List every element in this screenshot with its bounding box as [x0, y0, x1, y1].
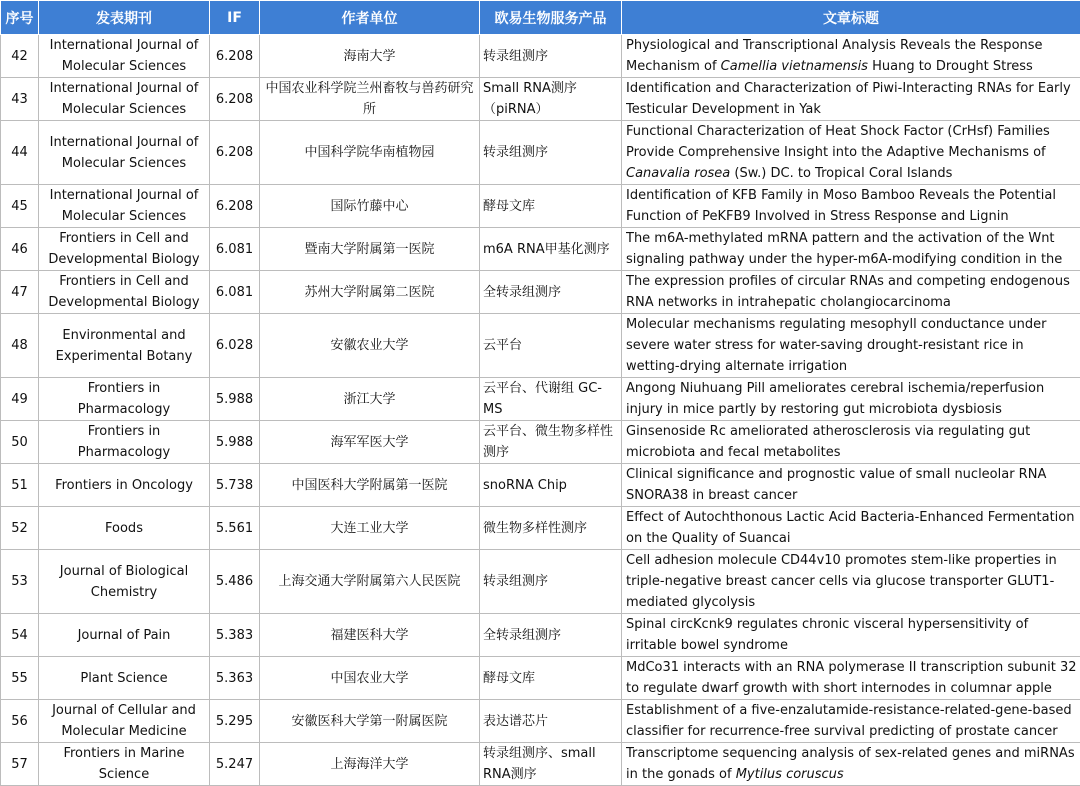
cell-if: 5.363	[210, 657, 260, 700]
article-title-text	[626, 743, 1078, 785]
title-segment: Identification of KFB Family in Moso Bamboo Reveals the Potential Function of PeKFB9 Involved in Stress Response and Lignin	[626, 188, 1056, 224]
title-segment: Huang to Drought Stress	[868, 59, 1033, 74]
cell-no: 53	[1, 550, 39, 614]
cell-institution: 上海海洋大学	[260, 743, 480, 786]
table-row	[1, 421, 1080, 464]
cell-if: 6.208	[210, 185, 260, 228]
cell-if: 6.081	[210, 271, 260, 314]
table-row	[1, 464, 1080, 507]
species-name: Canavalia rosea	[626, 166, 730, 181]
cell-no: 49	[1, 378, 39, 421]
cell-if: 5.486	[210, 550, 260, 614]
title-segment: Spinal circKcnk9 regulates chronic visceral hypersensitivity of irritable bowel syndrome	[626, 617, 1028, 653]
table-row	[1, 550, 1080, 614]
article-title-text	[626, 271, 1078, 313]
species-name: Camellia vietnamensis	[721, 59, 868, 74]
title-segment: (Sw.) DC. to Tropical Coral Islands	[730, 166, 952, 181]
title-segment: Effect of Autochthonous Lactic Acid Bacteria-Enhanced Fermentation on the Quality of Suancai	[626, 510, 1074, 546]
cell-journal: Journal of Cellular and Molecular Medicine	[39, 700, 210, 743]
cell-product: 全转录组测序	[480, 614, 622, 657]
header-institution: 作者单位	[260, 1, 480, 35]
cell-article-title	[622, 657, 1080, 700]
cell-if: 5.988	[210, 421, 260, 464]
cell-article-title	[622, 421, 1080, 464]
cell-institution: 安徽农业大学	[260, 314, 480, 378]
cell-article-title	[622, 614, 1080, 657]
cell-if: 5.561	[210, 507, 260, 550]
title-segment: Transcriptome sequencing analysis of sex-related genes and miRNAs in the gonads of	[626, 746, 1075, 782]
table-row	[1, 700, 1080, 743]
cell-no: 50	[1, 421, 39, 464]
cell-journal: Journal of Pain	[39, 614, 210, 657]
cell-institution: 中国农业大学	[260, 657, 480, 700]
title-segment: Functional Characterization of Heat Shock Factor (CrHsf) Families Provide Comprehensive Insight into the Adaptive Mechanisms of	[626, 124, 1050, 160]
article-title-text	[626, 35, 1078, 77]
table-row	[1, 35, 1080, 78]
title-segment: Establishment of a five-enzalutamide-resistance-related-gene-based classifier for recurrence-free survival predicting of prostate cancer	[626, 703, 1072, 739]
cell-product: 全转录组测序	[480, 271, 622, 314]
cell-institution: 福建医科大学	[260, 614, 480, 657]
cell-product: snoRNA Chip	[480, 464, 622, 507]
cell-product: 云平台、代谢组 GC-MS	[480, 378, 622, 421]
cell-article-title	[622, 314, 1080, 378]
article-title-text	[626, 700, 1078, 742]
cell-article-title	[622, 378, 1080, 421]
cell-journal: International Journal of Molecular Sciences	[39, 185, 210, 228]
cell-if: 5.383	[210, 614, 260, 657]
cell-no: 45	[1, 185, 39, 228]
cell-journal: Foods	[39, 507, 210, 550]
article-title-text	[626, 464, 1078, 506]
article-title-text	[626, 124, 1050, 181]
species-name: Mytilus coruscus	[736, 767, 844, 782]
cell-journal: Frontiers in Cell and Developmental Biology	[39, 271, 210, 314]
cell-article-title	[622, 185, 1080, 228]
cell-institution: 海南大学	[260, 35, 480, 78]
cell-article-title	[622, 743, 1080, 786]
cell-no: 56	[1, 700, 39, 743]
title-segment: The expression profiles of circular RNAs and competing endogenous RNA networks in intrahepatic cholangiocarcinoma	[626, 274, 1070, 310]
cell-no: 48	[1, 314, 39, 378]
table-row	[1, 271, 1080, 314]
cell-institution: 中国科学院华南植物园	[260, 121, 480, 185]
table-row	[1, 121, 1080, 185]
cell-no: 46	[1, 228, 39, 271]
table-body	[1, 35, 1080, 786]
article-title-text	[626, 507, 1078, 549]
article-title-text	[626, 657, 1078, 699]
cell-journal: Frontiers in Pharmacology	[39, 378, 210, 421]
header-product: 欧易生物服务产品	[480, 1, 622, 35]
table-row	[1, 228, 1080, 271]
cell-journal: Frontiers in Cell and Developmental Biology	[39, 228, 210, 271]
cell-institution: 国际竹藤中心	[260, 185, 480, 228]
cell-no: 54	[1, 614, 39, 657]
cell-article-title	[622, 271, 1080, 314]
cell-institution: 中国医科大学附属第一医院	[260, 464, 480, 507]
title-segment: Ginsenoside Rc ameliorated atherosclerosis via regulating gut microbiota and fecal metabolites	[626, 424, 1030, 460]
cell-product: 云平台	[480, 314, 622, 378]
header-journal: 发表期刊	[39, 1, 210, 35]
cell-no: 57	[1, 743, 39, 786]
table-row	[1, 507, 1080, 550]
cell-product: 转录组测序	[480, 35, 622, 78]
cell-no: 52	[1, 507, 39, 550]
cell-institution: 海军军医大学	[260, 421, 480, 464]
table-row	[1, 743, 1080, 786]
header-row	[1, 1, 1080, 35]
cell-journal: Frontiers in Marine Science	[39, 743, 210, 786]
title-segment: Angong Niuhuang Pill ameliorates cerebral ischemia/reperfusion injury in mice partly by restoring gut microbiota dysbiosis	[626, 381, 1044, 417]
article-title-text	[626, 228, 1078, 270]
cell-if: 6.081	[210, 228, 260, 271]
title-segment: Cell adhesion molecule CD44v10 promotes stem-like properties in triple-negative breast cancer cells via glucose transporter GLUT1-mediated glycolysis	[626, 553, 1057, 610]
cell-product: Small RNA测序（piRNA）	[480, 78, 622, 121]
cell-article-title	[622, 78, 1080, 121]
article-title-text	[626, 78, 1078, 120]
cell-journal: Journal of Biological Chemistry	[39, 550, 210, 614]
cell-journal: Environmental and Experimental Botany	[39, 314, 210, 378]
title-segment: MdCo31 interacts with an RNA polymerase II transcription subunit 32 to regulate dwarf growth with short internodes in columnar apple	[626, 660, 1077, 696]
header-if: IF	[210, 1, 260, 35]
table-row	[1, 614, 1080, 657]
cell-article-title	[622, 700, 1080, 743]
article-title-text	[626, 421, 1078, 463]
cell-article-title	[622, 35, 1080, 78]
cell-if: 6.208	[210, 78, 260, 121]
article-title-text	[626, 317, 1046, 374]
cell-no: 55	[1, 657, 39, 700]
cell-journal: Plant Science	[39, 657, 210, 700]
cell-if: 6.208	[210, 35, 260, 78]
cell-no: 42	[1, 35, 39, 78]
cell-if: 6.208	[210, 121, 260, 185]
cell-institution: 大连工业大学	[260, 507, 480, 550]
cell-journal: International Journal of Molecular Sciences	[39, 35, 210, 78]
header-no: 序号	[1, 1, 39, 35]
title-segment: Identification and Characterization of Piwi-Interacting RNAs for Early Testicular Development in Yak	[626, 81, 1071, 117]
cell-product: 酵母文库	[480, 185, 622, 228]
cell-journal: International Journal of Molecular Sciences	[39, 121, 210, 185]
cell-if: 5.988	[210, 378, 260, 421]
cell-product: 表达谱芯片	[480, 700, 622, 743]
cell-institution: 苏州大学附属第二医院	[260, 271, 480, 314]
cell-article-title	[622, 464, 1080, 507]
table-row	[1, 185, 1080, 228]
cell-journal: International Journal of Molecular Sciences	[39, 78, 210, 121]
title-segment: Physiological and Transcriptional Analysis Reveals the Response Mechanism of	[626, 38, 1043, 74]
cell-product: 转录组测序、small RNA测序	[480, 743, 622, 786]
cell-if: 5.295	[210, 700, 260, 743]
table-row	[1, 314, 1080, 378]
title-segment: Molecular mechanisms regulating mesophyll conductance under severe water stress for water-saving drought-resistant rice in wetting-drying alternate irrigation	[626, 317, 1046, 374]
cell-institution: 中国农业科学院兰州畜牧与兽药研究所	[260, 78, 480, 121]
cell-article-title	[622, 550, 1080, 614]
table-header	[1, 1, 1080, 35]
article-title-text	[626, 378, 1078, 420]
cell-if: 5.247	[210, 743, 260, 786]
cell-no: 44	[1, 121, 39, 185]
cell-product: 微生物多样性测序	[480, 507, 622, 550]
article-title-text	[626, 553, 1057, 610]
article-title-text	[626, 614, 1078, 656]
cell-institution: 上海交通大学附属第六人民医院	[260, 550, 480, 614]
cell-journal: Frontiers in Pharmacology	[39, 421, 210, 464]
cell-if: 5.738	[210, 464, 260, 507]
table-row	[1, 657, 1080, 700]
cell-product: m6A RNA甲基化测序	[480, 228, 622, 271]
cell-institution: 安徽医科大学第一附属医院	[260, 700, 480, 743]
cell-no: 47	[1, 271, 39, 314]
cell-product: 转录组测序	[480, 550, 622, 614]
cell-institution: 浙江大学	[260, 378, 480, 421]
cell-article-title	[622, 507, 1080, 550]
article-title-text	[626, 185, 1078, 227]
cell-if: 6.028	[210, 314, 260, 378]
cell-no: 43	[1, 78, 39, 121]
cell-product: 酵母文库	[480, 657, 622, 700]
cell-no: 51	[1, 464, 39, 507]
table-row	[1, 378, 1080, 421]
cell-journal: Frontiers in Oncology	[39, 464, 210, 507]
table-row	[1, 78, 1080, 121]
cell-product: 转录组测序	[480, 121, 622, 185]
cell-article-title	[622, 228, 1080, 271]
header-title: 文章标题	[622, 1, 1080, 35]
title-segment: Clinical significance and prognostic value of small nucleolar RNA SNORA38 in breast cancer	[626, 467, 1046, 503]
cell-article-title	[622, 121, 1080, 185]
cell-institution: 暨南大学附属第一医院	[260, 228, 480, 271]
title-segment: The m6A-methylated mRNA pattern and the activation of the Wnt signaling pathway under the hyper-m6A-modifying condition in the	[626, 231, 1062, 267]
cell-product: 云平台、微生物多样性测序	[480, 421, 622, 464]
